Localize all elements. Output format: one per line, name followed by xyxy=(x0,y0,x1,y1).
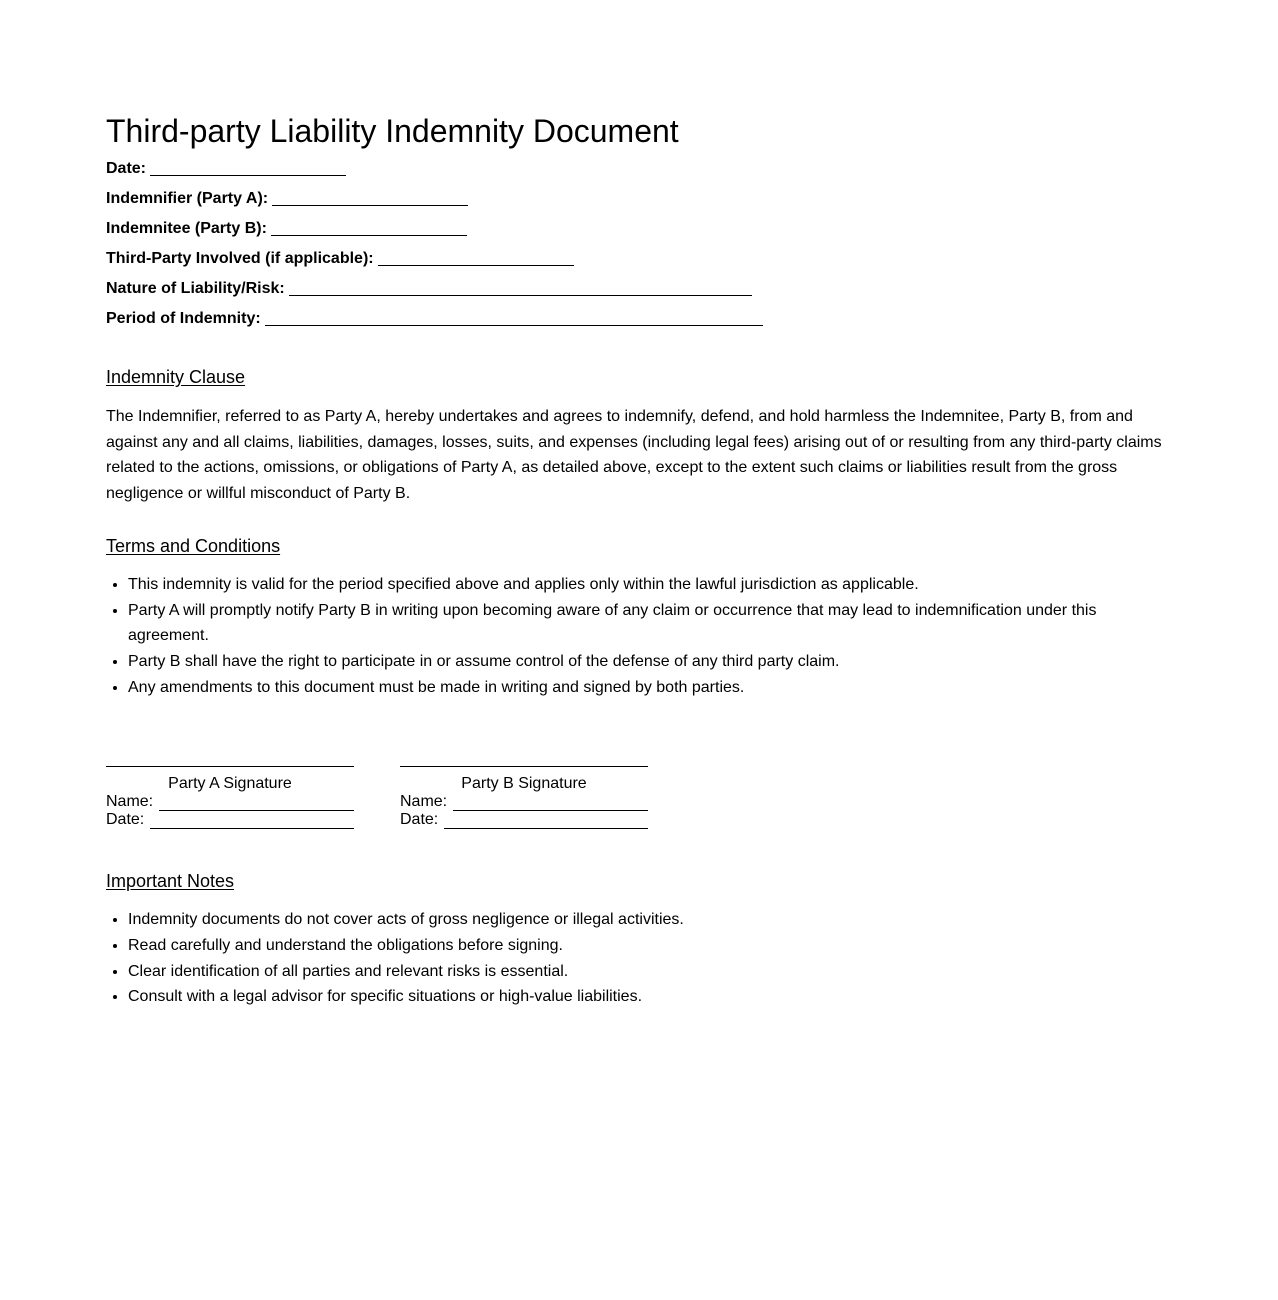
list-item: • Indemnity documents do not cover acts of gross negligence or illegal activities. xyxy=(128,907,1168,933)
field-period-of-indemnity xyxy=(106,304,1168,334)
party-a-signature-label: Party A Signature xyxy=(168,775,292,793)
list-item: • Consult with a legal advisor for specific situations or high-value liabilities. xyxy=(128,984,1168,1010)
field-period-of-indemnity-line[interactable] xyxy=(265,308,763,326)
party-a-date-label: Date: xyxy=(106,811,145,829)
field-third-party-label: Third-Party Involved (if applicable): xyxy=(106,250,374,267)
field-nature-of-liability-label: Nature of Liability/Risk: xyxy=(106,280,285,297)
party-b-date-row xyxy=(400,811,648,829)
document-title: Third-party Liability Indemnity Document xyxy=(106,113,679,149)
party-b-name-line[interactable] xyxy=(453,796,648,811)
terms-list xyxy=(106,572,1168,701)
party-b-name-row xyxy=(400,793,648,811)
party-a-name-line[interactable] xyxy=(159,796,354,811)
terms-heading: Terms and Conditions xyxy=(106,535,281,556)
field-indemnifier-label: Indemnifier (Party A): xyxy=(106,190,269,207)
notes-list xyxy=(106,907,1168,1010)
party-b-signature-label: Party B Signature xyxy=(461,775,587,793)
list-item: • Party A will promptly notify Party B in writing upon becoming aware of any claim or occurrence that may lead to indemnification under this agreement. xyxy=(128,598,1168,649)
party-a-signature-line[interactable] xyxy=(106,756,354,767)
field-indemnitee-label: Indemnitee (Party B): xyxy=(106,220,267,237)
list-item: • Clear identification of all parties and relevant risks is essential. xyxy=(128,959,1168,985)
party-b-name-label: Name: xyxy=(400,793,448,811)
field-nature-of-liability-line[interactable] xyxy=(289,278,752,296)
party-a-name-label: Name: xyxy=(106,793,154,811)
signature-section xyxy=(106,756,1168,834)
list-item: • Any amendments to this document must be made in writing and signed by both parties. xyxy=(128,675,1168,701)
indemnity-clause-text: The Indemnifier, referred to as Party A, hereby undertakes and agrees to indemnify, defend, and hold harmless the Indemnitee, Party B, from and against any and all claims, liabilities, damages, losses, suits, and expenses (including legal fees) arising out of or resulting from any third-party claims related to the actions, omissions, or obligations of Party A, as detailed above, except to the extent such claims or liabilities result from the gross negligence or willful misconduct of Party B. xyxy=(106,408,1162,503)
party-b-signature-block xyxy=(400,756,648,829)
field-date-label: Date: xyxy=(106,160,147,177)
field-indemnifier-line[interactable] xyxy=(272,188,468,206)
list-item: • Read carefully and understand the obligations before signing. xyxy=(128,933,1168,959)
important-notes-heading: Important Notes xyxy=(106,871,235,892)
field-indemnitee xyxy=(106,214,1168,244)
field-date xyxy=(106,154,1168,184)
party-a-date-line[interactable] xyxy=(150,814,354,829)
field-date-line[interactable] xyxy=(150,158,346,176)
field-indemnifier xyxy=(106,184,1168,214)
party-a-signature-block xyxy=(106,756,354,829)
field-period-of-indemnity-label: Period of Indemnity: xyxy=(106,310,261,327)
field-third-party-line[interactable] xyxy=(378,248,574,266)
party-a-name-row xyxy=(106,793,354,811)
field-nature-of-liability xyxy=(106,274,1168,304)
party-b-signature-line[interactable] xyxy=(400,756,648,767)
party-a-date-row xyxy=(106,811,354,829)
list-item: • This indemnity is valid for the period specified above and applies only within the lawful jurisdiction as applicable. xyxy=(128,572,1168,598)
party-b-date-label: Date: xyxy=(400,811,439,829)
document-content xyxy=(106,111,1168,1010)
indemnity-clause-heading: Indemnity Clause xyxy=(106,367,246,387)
party-b-date-line[interactable] xyxy=(444,814,648,829)
header-fields xyxy=(106,154,1168,334)
list-item: • Party B shall have the right to participate in or assume control of the defense of any third party claim. xyxy=(128,649,1168,675)
field-third-party xyxy=(106,244,1168,274)
field-indemnitee-line[interactable] xyxy=(271,218,467,236)
